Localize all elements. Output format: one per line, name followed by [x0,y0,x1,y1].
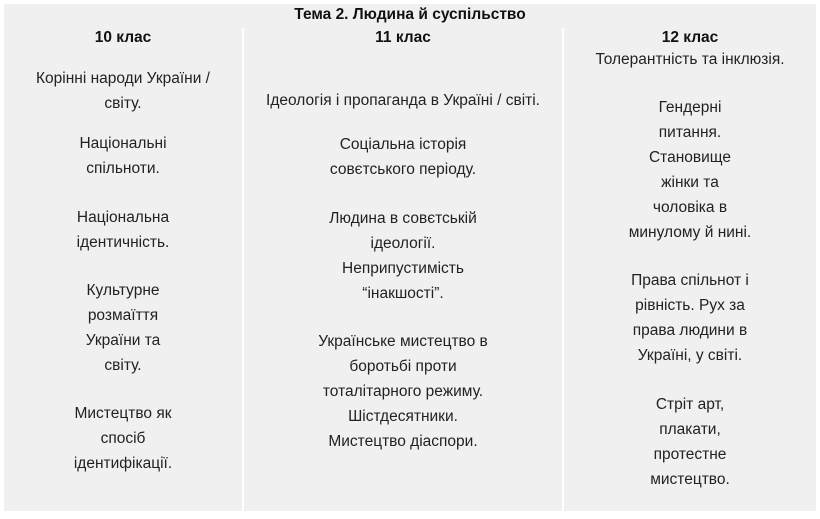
topic-line: ідеології. [370,235,436,252]
topic-line: Становище [648,149,731,166]
topic-item [244,88,562,113]
topic-line: чоловіка в [652,199,728,216]
topic-line: права людини в [632,322,748,339]
topic-line: боротьбі проти [349,358,457,375]
topic-line: плакати, [659,421,721,438]
topic-line: тоталітарного режиму. [322,383,484,400]
topic-item [294,329,512,454]
topic-line: спільноти. [86,160,160,177]
topic-line: жінки та [661,174,719,191]
topic-line: Мистецтво діаспори. [328,433,478,450]
topic-item [4,66,242,116]
topic-item [44,401,202,476]
topic-line: Культурне [86,282,160,299]
topic-line: Шістдесятники. [348,408,458,425]
topic-item [284,132,522,182]
table-title: Тема 2. Людина й суспільство [294,6,526,23]
topic-line: України та [85,332,161,349]
topic-item [44,205,202,255]
topic-line: Українське мистецтво в [318,333,488,350]
topic-line: спосіб [100,430,146,447]
topic-line: питання. [658,124,722,141]
topic-line: Гендерні [658,99,722,116]
column-header-grade-10: 10 клас [4,28,242,48]
topic-line: світу. [104,357,142,374]
topic-line: Національні [79,135,167,152]
topic-line: світу. [104,95,142,112]
topic-item [564,47,816,72]
topic-line: Неприпустимість [342,260,464,277]
topic-line: ідентичність. [76,234,170,251]
topic-line: протестне [653,446,727,463]
topic-line: мистецтво. [650,471,730,488]
topic-line: Мистецтво як [74,405,172,422]
topic-item [604,268,776,368]
topic-line: “інакшості”. [362,285,444,302]
column-header-grade-11: 11 клас [244,28,562,48]
topic-line: рівність. Рух за [635,297,745,314]
column-header-grade-12: 12 клас [564,28,816,48]
topic-line: Ідеологія і пропаганда в Україні / світі. [266,92,540,109]
topic-line: Толерантність та інклюзія. [595,51,785,68]
topic-line: минулому й нині. [628,224,752,241]
topic-line: совєтського періоду. [329,161,477,178]
topic-item [284,206,522,306]
topic-line: Стріт арт, [655,396,725,413]
topic-item [624,95,756,245]
topic-line: розмаїття [87,307,159,324]
topic-line: Україні, у світі. [637,347,743,364]
topic-item [44,131,202,181]
topic-line: Людина в совєтській [329,210,477,227]
topic-item [64,278,182,378]
topic-line: Права спільнот і [631,272,749,289]
topic-item [614,392,766,492]
topic-line: Соціальна історія [339,136,467,153]
topic-line: Корінні народи України / [36,70,210,87]
topic-line: ідентифікації. [73,455,173,472]
topic-line: Національна [76,209,170,226]
